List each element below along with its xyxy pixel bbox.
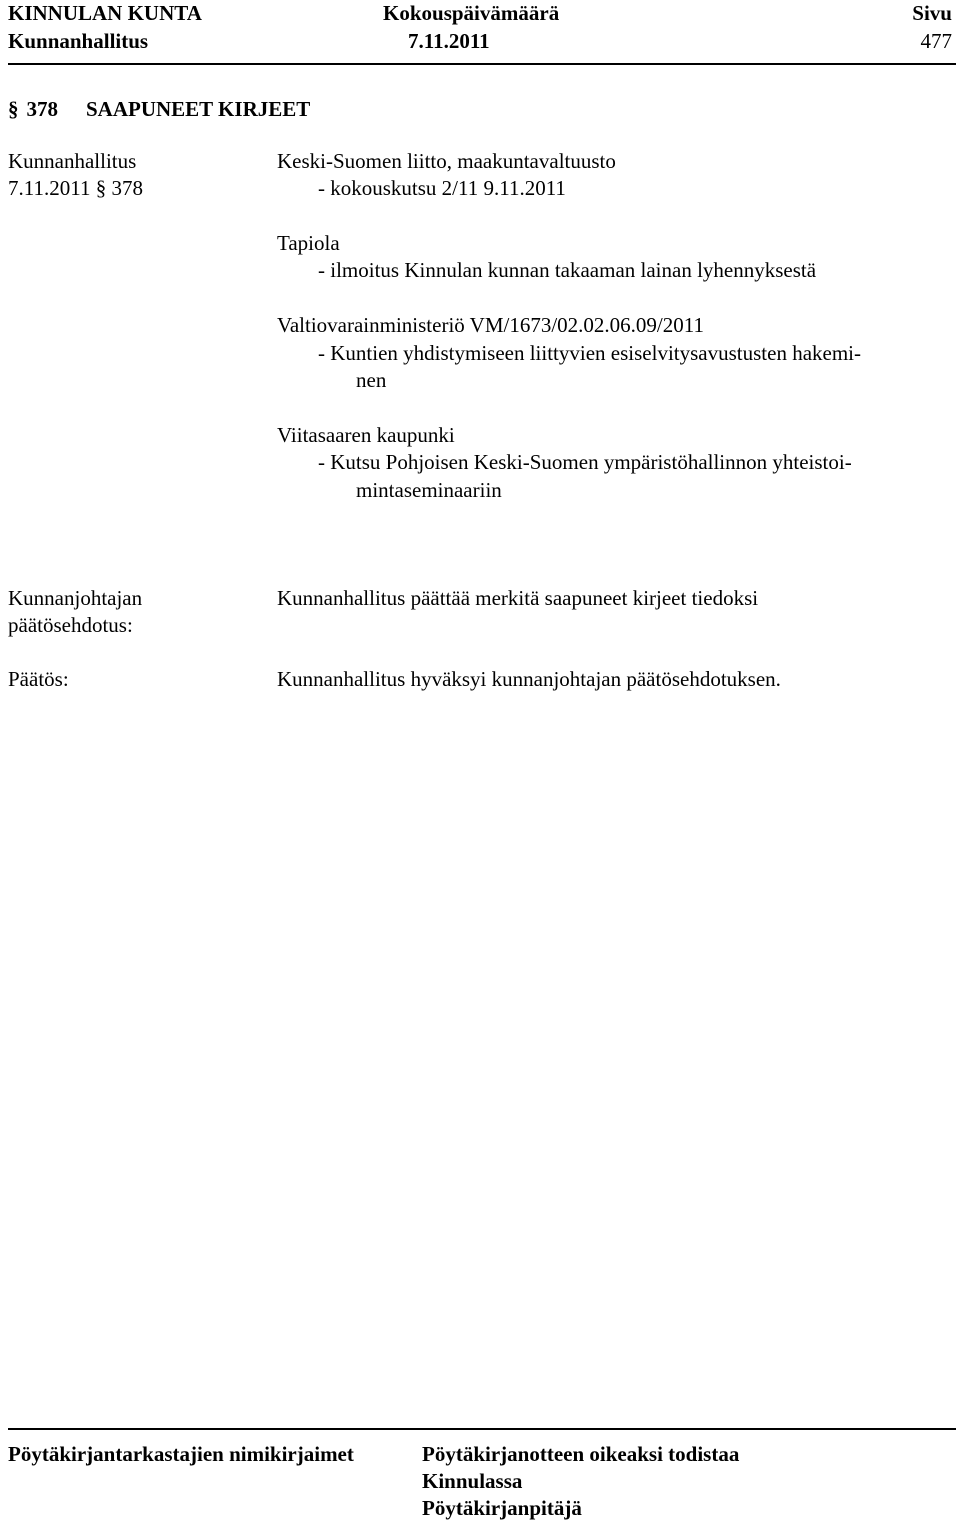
organization-name: KINNULAN KUNTA [8,1,202,25]
footer-initials-label: Pöytäkirjantarkastajien nimikirjaimet [8,1442,354,1466]
footer-certification-label: Pöytäkirjanotteen oikeaksi todistaa [422,1442,740,1466]
meta-body: Kunnanhallitus [8,149,137,173]
page-label: Sivu [912,1,952,25]
decision-text: Kunnanhallitus hyväksyi kunnanjohtajan päätösehdotuksen. [277,667,781,691]
footer-place: Kinnulassa [422,1469,523,1493]
footer-divider [8,1428,956,1430]
letter-sender: Tapiola [277,231,340,255]
section-number: 378 [26,97,58,121]
proposal-label-line2: päätösehdotus: [8,613,133,637]
section-symbol: § [8,97,19,121]
section-title: SAAPUNEET KIRJEET [86,97,311,121]
proposal-label-line1: Kunnanjohtajan [8,586,143,610]
meeting-date-label: Kokouspäivämäärä [383,1,560,25]
section-heading [8,96,310,123]
letter-subject: - Kutsu Pohjoisen Keski-Suomen ympäristöhallinnon yhteistoi- [318,450,852,474]
letter-subject: - kokouskutsu 2/11 9.11.2011 [318,176,566,200]
letter-subject: - Kuntien yhdistymiseen liittyvien esiselvitysavustusten hakemi- [318,341,862,365]
letter-subject-continuation: nen [356,368,387,392]
letter-sender: Viitasaaren kaupunki [277,423,455,447]
meta-reference: 7.11.2011 § 378 [8,176,143,200]
decision-label: Päätös: [8,667,69,691]
letter-subject-continuation: mintaseminaariin [356,478,502,502]
footer-minute-keeper: Pöytäkirjanpitäjä [422,1496,582,1520]
header-divider [8,63,956,65]
letter-subject: - ilmoitus Kinnulan kunnan takaaman lainan lyhennyksestä [318,258,817,282]
meeting-date: 7.11.2011 [408,29,490,53]
letter-sender: Keski-Suomen liitto, maakuntavaltuusto [277,149,616,173]
page-number: 477 [920,29,952,53]
governing-body: Kunnanhallitus [8,29,149,53]
letter-sender: Valtiovarainministeriö VM/1673/02.02.06.09/2011 [277,313,704,337]
proposal-text: Kunnanhallitus päättää merkitä saapuneet kirjeet tiedoksi [277,586,759,610]
